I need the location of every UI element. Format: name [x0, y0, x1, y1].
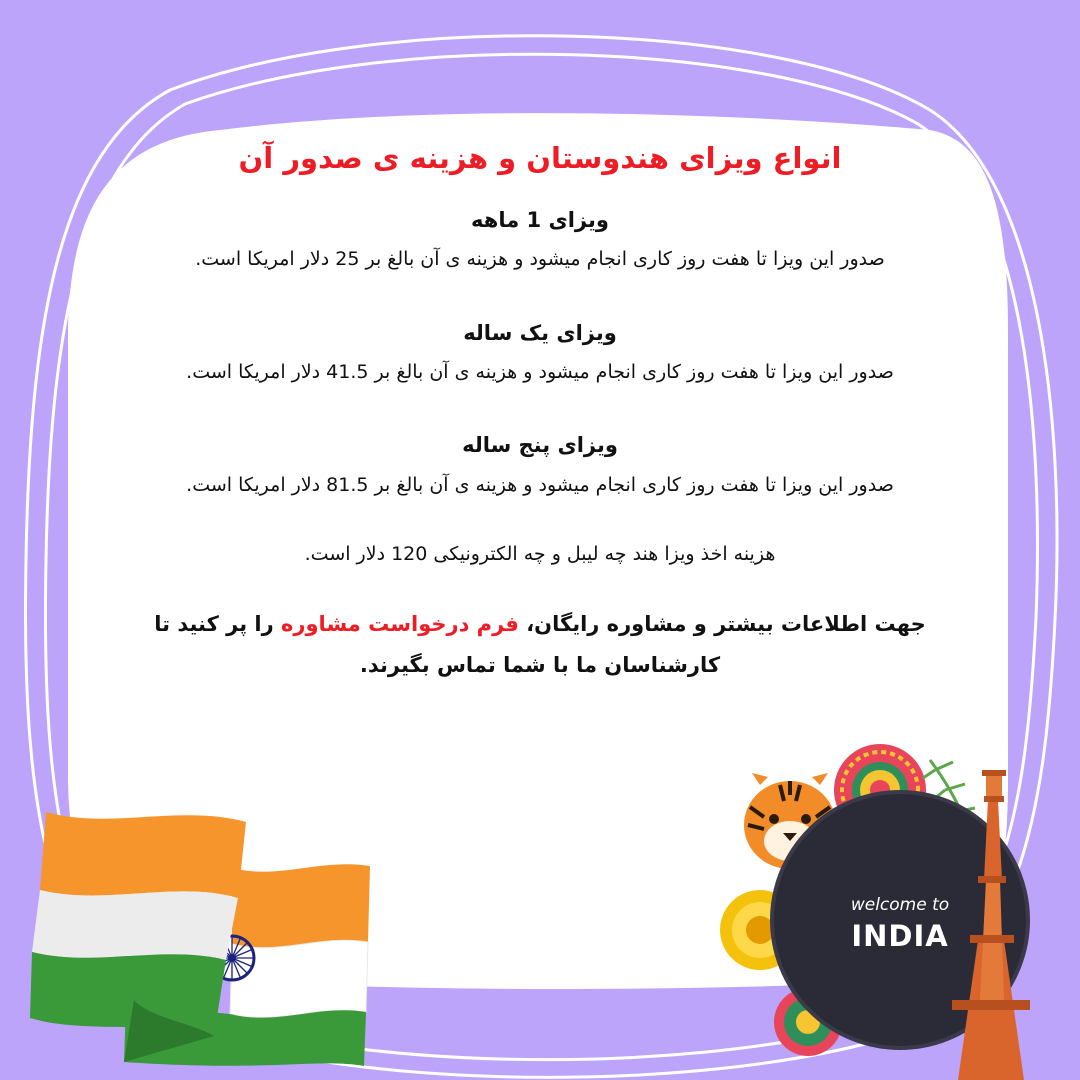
cta-text-before: جهت اطلاعات بیشتر و مشاوره رایگان، — [518, 611, 926, 636]
visa-heading-1-year: ویزای یک ساله — [463, 320, 617, 345]
india-flag-front — [30, 812, 246, 1062]
content-area — [90, 140, 990, 685]
visa-description-1-month: صدور این ویزا تا هفت روز کاری انجام میشود و هزینه ی آن بالغ بر 25 دلار امریکا است. — [195, 248, 885, 271]
badge-line1: welcome to — [850, 895, 950, 915]
visa-heading-1-month: ویزای 1 ماهه — [471, 207, 609, 232]
fee-note: هزینه اخذ ویزا هند چه لیبل و چه الکترونیکی 120 دلار است. — [304, 543, 776, 566]
cta-text-after: را پر کنید تا کارشناسان ما با شما تماس بگیرند. — [154, 611, 721, 677]
visa-heading-5-year: ویزای پنج ساله — [462, 433, 618, 458]
visa-description-5-year: صدور این ویزا تا هفت روز کاری انجام میشود و هزینه ی آن بالغ بر 81.5 دلار امریکا است. — [186, 473, 894, 496]
consultation-cta — [130, 604, 950, 686]
visa-description-1-year: صدور این ویزا تا هفت روز کاری انجام میشود و هزینه ی آن بالغ بر 41.5 دلار امریکا است. — [186, 360, 894, 383]
consultation-form-link[interactable]: فرم درخواست مشاوره — [281, 611, 519, 636]
badge-line2: INDIA — [851, 919, 949, 953]
page-title: انواع ویزای هندوستان و هزینه ی صدور آن — [238, 141, 842, 175]
